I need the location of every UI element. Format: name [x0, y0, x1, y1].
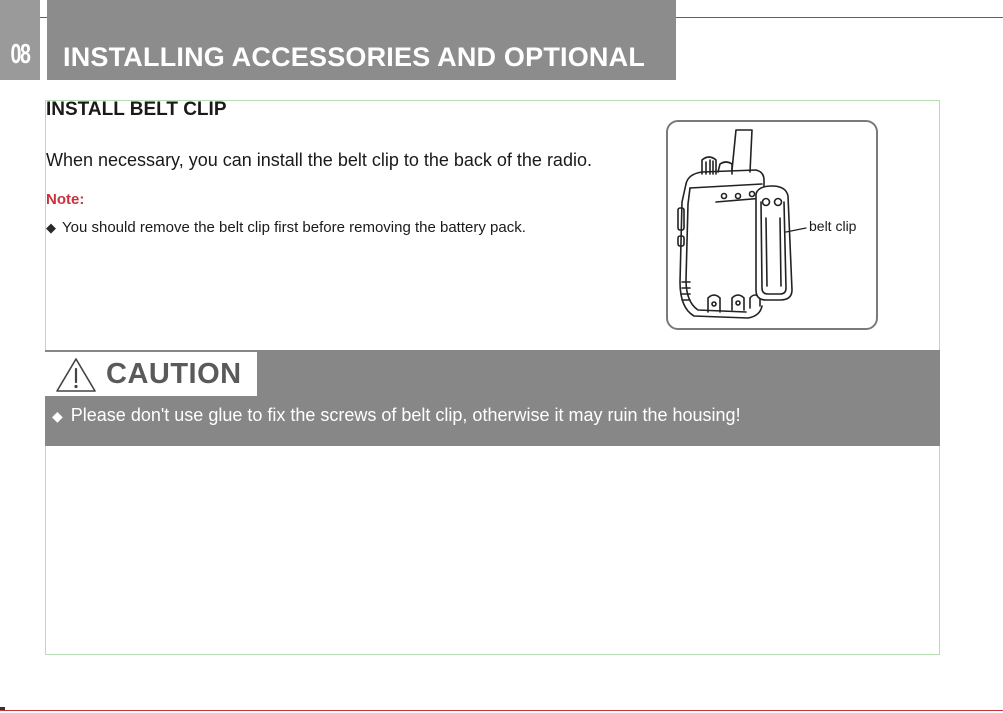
- warning-triangle-icon: [55, 357, 97, 393]
- chapter-number: 08: [10, 38, 30, 69]
- caution-band: [45, 350, 940, 446]
- belt-clip-figure: [666, 120, 878, 330]
- chapter-title: INSTALLING ACCESSORIES AND OPTIONAL: [63, 42, 646, 72]
- intro-text: When necessary, you can install the belt clip to the back of the radio.: [46, 150, 592, 170]
- note-label: Note:: [46, 191, 85, 208]
- note-item-text: You should remove the belt clip first before removing the battery pack.: [62, 219, 526, 236]
- bullet-diamond-icon: ◆: [46, 220, 56, 235]
- belt-clip-callout: belt clip: [809, 218, 857, 234]
- caution-label: CAUTION: [106, 358, 242, 390]
- note-item: [46, 219, 526, 236]
- chapter-tab: [0, 0, 40, 80]
- chapter-header: [47, 0, 676, 80]
- section-title: INSTALL BELT CLIP: [46, 99, 227, 120]
- caution-item-text: Please don't use glue to fix the screws of belt clip, otherwise it may ruin the housing!: [70, 405, 741, 425]
- caution-label-box: [45, 352, 257, 396]
- caution-item: [52, 405, 741, 426]
- bullet-diamond-icon: ◆: [52, 408, 63, 424]
- bottom-rule: [0, 710, 1003, 711]
